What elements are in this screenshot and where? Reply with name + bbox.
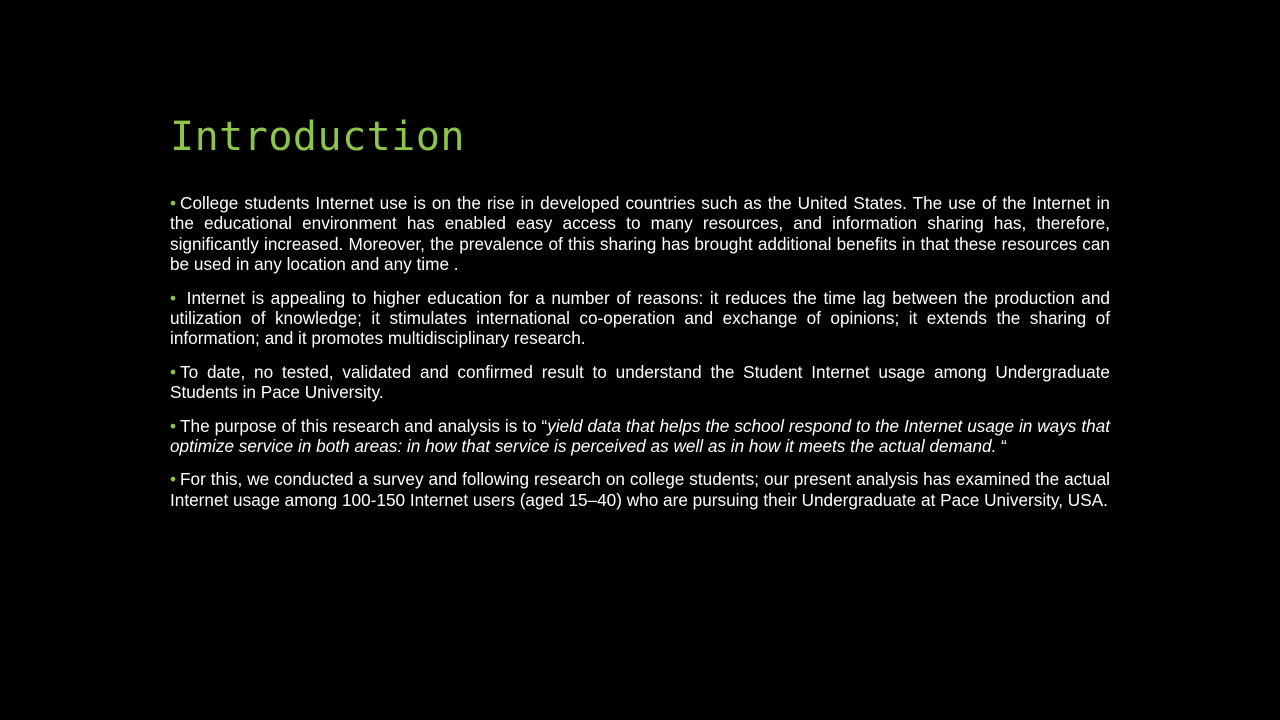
bullet-dot-icon: • [170, 361, 177, 382]
bullet-dot-icon: • [170, 287, 177, 308]
bullet-item [170, 193, 1110, 275]
slide-title: Introduction [170, 114, 465, 160]
bullet-item [170, 469, 1110, 510]
bullet-dot-icon: • [170, 415, 177, 436]
bullet-text-suffix: “ [996, 436, 1007, 457]
bullet-text: College students Internet use is on the rise in developed countries such as the United States. The use of the Internet in the educational environment has enabled easy access to many resources, and information sharing has, therefore, significantly increased. Moreover, the prevalence of this sharing has brought additional benefits in that these resources can be used in any location and any time . [170, 193, 1110, 275]
bullet-item [170, 288, 1110, 349]
bullet-item [170, 416, 1110, 457]
bullet-quote: yield data that helps the school respond to the Internet usage in ways that optimize service in both areas: in how that service is perceived as well as in how it meets the actual demand. [170, 415, 1110, 457]
bullet-list [170, 193, 1110, 523]
bullet-dot-icon: • [170, 193, 177, 213]
bullet-text: To date, no tested, validated and confirmed result to understand the Student Internet usage among Undergraduate Students in Pace University. [170, 361, 1110, 403]
bullet-text: Internet is appealing to higher education for a number of reasons: it reduces the time lag between the production and utilization of knowledge; it stimulates international co-operation and exchange of opinions; it extends the sharing of information; and it promotes multidisciplinary research. [170, 287, 1110, 349]
bullet-dot-icon: • [170, 469, 177, 490]
bullet-text: For this, we conducted a survey and following research on college students; our present analysis has examined the actual Internet usage among 100-150 Internet users (aged 15–40) who are pursuing their Undergraduate at Pace University, USA. [170, 469, 1110, 510]
bullet-text-prefix: The purpose of this research and analysis is to “ [180, 415, 548, 436]
bullet-item [170, 362, 1110, 403]
